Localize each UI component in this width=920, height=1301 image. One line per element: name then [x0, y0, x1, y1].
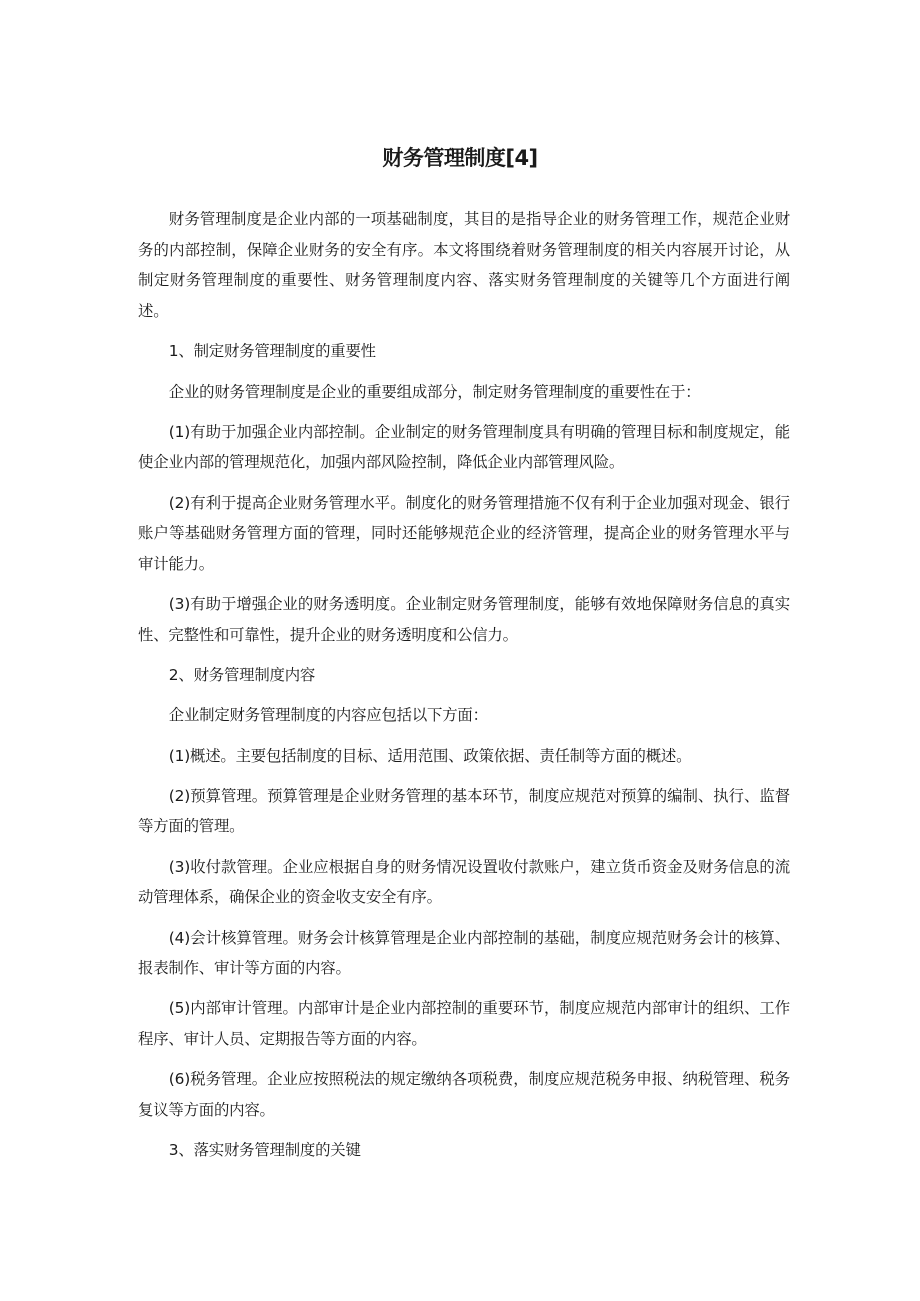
paragraph-content-6: (6)税务管理。企业应按照税法的规定缴纳各项税费，制度应规范税务申报、纳税管理、税务复议等方面的内容。: [138, 1070, 790, 1120]
section-heading-content: 2、财务管理制度内容: [168, 666, 316, 685]
section-heading-importance: 1、制定财务管理制度的重要性: [168, 342, 376, 361]
paragraph-content-lead: 企业制定财务管理制度的内容应包括以下方面：: [168, 706, 488, 725]
paragraph-content-5: (5)内部审计管理。内部审计是企业内部控制的重要环节，制度应规范内部审计的组织、工作程序、审计人员、定期报告等方面的内容。: [138, 999, 790, 1049]
paragraph-content-2: (2)预算管理。预算管理是企业财务管理的基本环节，制度应规范对预算的编制、执行、监督等方面的管理。: [138, 786, 790, 836]
paragraph-importance-1: (1)有助于加强企业内部控制。企业制定的财务管理制度具有明确的管理目标和制度规定，能使企业内部的管理规范化，加强内部风险控制，降低企业内部管理风险。: [138, 422, 790, 472]
paragraph-importance-lead: 企业的财务管理制度是企业的重要组成部分，制定财务管理制度的重要性在于：: [168, 382, 701, 401]
paragraph-intro: 财务管理制度是企业内部的一项基础制度，其目的是指导企业的财务管理工作，规范企业财务的内部控制，保障企业财务的安全有序。本文将围绕着财务管理制度的相关内容展开讨论，从制定财务管理制度的重要性、财务管理制度内容、落实财务管理制度的关键等几个方面进行阐述。: [138, 210, 790, 321]
paragraph-importance-2: (2)有利于提高企业财务管理水平。制度化的财务管理措施不仅有利于企业加强对现金、银行账户等基础财务管理方面的管理，同时还能够规范企业的经济管理，提高企业的财务管理水平与审计能力。: [138, 493, 790, 574]
document-body: [138, 204, 790, 1166]
paragraph-content-4: (4)会计核算管理。财务会计核算管理是企业内部控制的基础，制度应规范财务会计的核算、报表制作、审计等方面的内容。: [138, 928, 790, 978]
document-title: 财务管理制度[4]: [382, 146, 538, 171]
paragraph-content-1: (1)概述。主要包括制度的目标、适用范围、政策依据、责任制等方面的概述。: [168, 746, 692, 765]
paragraph-importance-3: (3)有助于增强企业的财务透明度。企业制定财务管理制度，能够有效地保障财务信息的真实性、完整性和可靠性，提升企业的财务透明度和公信力。: [138, 595, 790, 644]
section-heading-key: 3、落实财务管理制度的关键: [168, 1141, 361, 1160]
paragraph-content-3: (3)收付款管理。企业应根据自身的财务情况设置收付款账户，建立货币资金及财务信息的流动管理体系，确保企业的资金收支安全有序。: [138, 857, 790, 907]
